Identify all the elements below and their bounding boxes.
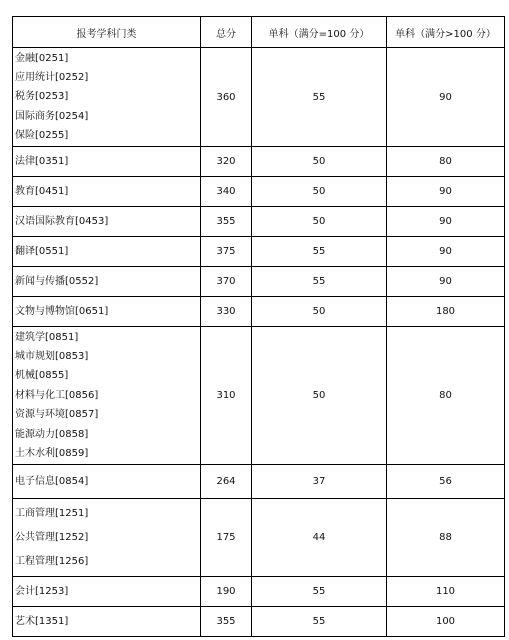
subject-item: 保险[0255]: [15, 130, 69, 142]
subject-item: 资源与环境[0857]: [15, 409, 99, 421]
single-over-100-score: 80: [387, 147, 505, 177]
table-row: [13, 327, 505, 465]
single-100-score: 55: [252, 267, 387, 297]
single-over-100-score: 100: [387, 607, 505, 637]
single-100-score: 50: [252, 147, 387, 177]
total-score: 355: [201, 207, 252, 237]
total-score: 320: [201, 147, 252, 177]
table-row: [13, 465, 505, 499]
single-over-100-score: 90: [387, 177, 505, 207]
total-score: 190: [201, 577, 252, 607]
single-over-100-score: 90: [387, 207, 505, 237]
total-score: 370: [201, 267, 252, 297]
header-single-100: 单科（满分=100 分）: [252, 17, 387, 48]
subject-cell: [13, 499, 201, 577]
subject-item: 公共管理[1252]: [15, 531, 89, 543]
single-100-score: 55: [252, 607, 387, 637]
subject-item: 会计[1253]: [15, 585, 69, 597]
header-total: 总分: [201, 17, 252, 48]
single-over-100-score: 90: [387, 267, 505, 297]
subject-item: 应用统计[0252]: [15, 71, 89, 83]
subject-item: 翻译[0551]: [15, 245, 69, 257]
subject-cell: [13, 177, 201, 207]
subject-item: 能源动力[0858]: [15, 428, 89, 440]
subject-cell: [13, 267, 201, 297]
subject-item: 新闻与传播[0552]: [15, 275, 99, 287]
total-score: 340: [201, 177, 252, 207]
table-row: [13, 267, 505, 297]
subject-cell: [13, 297, 201, 327]
table-row: [13, 577, 505, 607]
table-row: [13, 207, 505, 237]
subject-cell: [13, 147, 201, 177]
subject-item: 汉语国际教育[0453]: [15, 215, 109, 227]
subject-item: 文物与博物馆[0651]: [15, 305, 109, 317]
single-over-100-score: 180: [387, 297, 505, 327]
table-row: [13, 607, 505, 637]
subject-cell: [13, 327, 201, 465]
table-row: [13, 237, 505, 267]
subject-item: 城市规划[0853]: [15, 351, 89, 363]
header-subject-category: 报考学科门类: [13, 17, 201, 48]
single-100-score: 55: [252, 237, 387, 267]
subject-item: 电子信息[0854]: [15, 475, 89, 487]
single-over-100-score: 80: [387, 327, 505, 465]
table-row: [13, 297, 505, 327]
total-score: 360: [201, 48, 252, 147]
total-score: 355: [201, 607, 252, 637]
single-100-score: 50: [252, 297, 387, 327]
single-over-100-score: 90: [387, 48, 505, 147]
subject-cell: [13, 237, 201, 267]
single-over-100-score: 88: [387, 499, 505, 577]
single-100-score: 37: [252, 465, 387, 499]
subject-item: 建筑学[0851]: [15, 331, 79, 343]
single-100-score: 50: [252, 207, 387, 237]
table-row: [13, 177, 505, 207]
single-100-score: 55: [252, 48, 387, 147]
table-row: [13, 48, 505, 147]
total-score: 264: [201, 465, 252, 499]
single-over-100-score: 110: [387, 577, 505, 607]
total-score: 310: [201, 327, 252, 465]
total-score: 375: [201, 237, 252, 267]
single-100-score: 44: [252, 499, 387, 577]
subject-cell: [13, 607, 201, 637]
single-100-score: 55: [252, 577, 387, 607]
subject-cell: [13, 207, 201, 237]
subject-item: 法律[0351]: [15, 155, 69, 167]
subject-item: 金融[0251]: [15, 52, 69, 64]
total-score: 330: [201, 297, 252, 327]
subject-item: 机械[0855]: [15, 370, 69, 382]
score-table-frame: [12, 16, 504, 636]
subject-item: 工程管理[1256]: [15, 555, 89, 567]
subject-item: 工商管理[1251]: [15, 507, 89, 519]
subject-item: 土木水利[0859]: [15, 447, 89, 459]
subject-item: 税务[0253]: [15, 91, 69, 103]
subject-cell: [13, 577, 201, 607]
subject-item: 材料与化工[0856]: [15, 389, 99, 401]
single-over-100-score: 90: [387, 237, 505, 267]
header-row: [13, 17, 505, 48]
table-row: [13, 499, 505, 577]
table-row: [13, 147, 505, 177]
subject-cell: [13, 465, 201, 499]
total-score: 175: [201, 499, 252, 577]
single-100-score: 50: [252, 327, 387, 465]
subject-cell: [13, 48, 201, 147]
single-100-score: 50: [252, 177, 387, 207]
score-table: [12, 16, 505, 637]
subject-item: 教育[0451]: [15, 185, 69, 197]
header-single-over-100: 单科（满分>100 分）: [387, 17, 505, 48]
subject-item: 国际商务[0254]: [15, 110, 89, 122]
single-over-100-score: 56: [387, 465, 505, 499]
subject-item: 艺术[1351]: [15, 615, 69, 627]
